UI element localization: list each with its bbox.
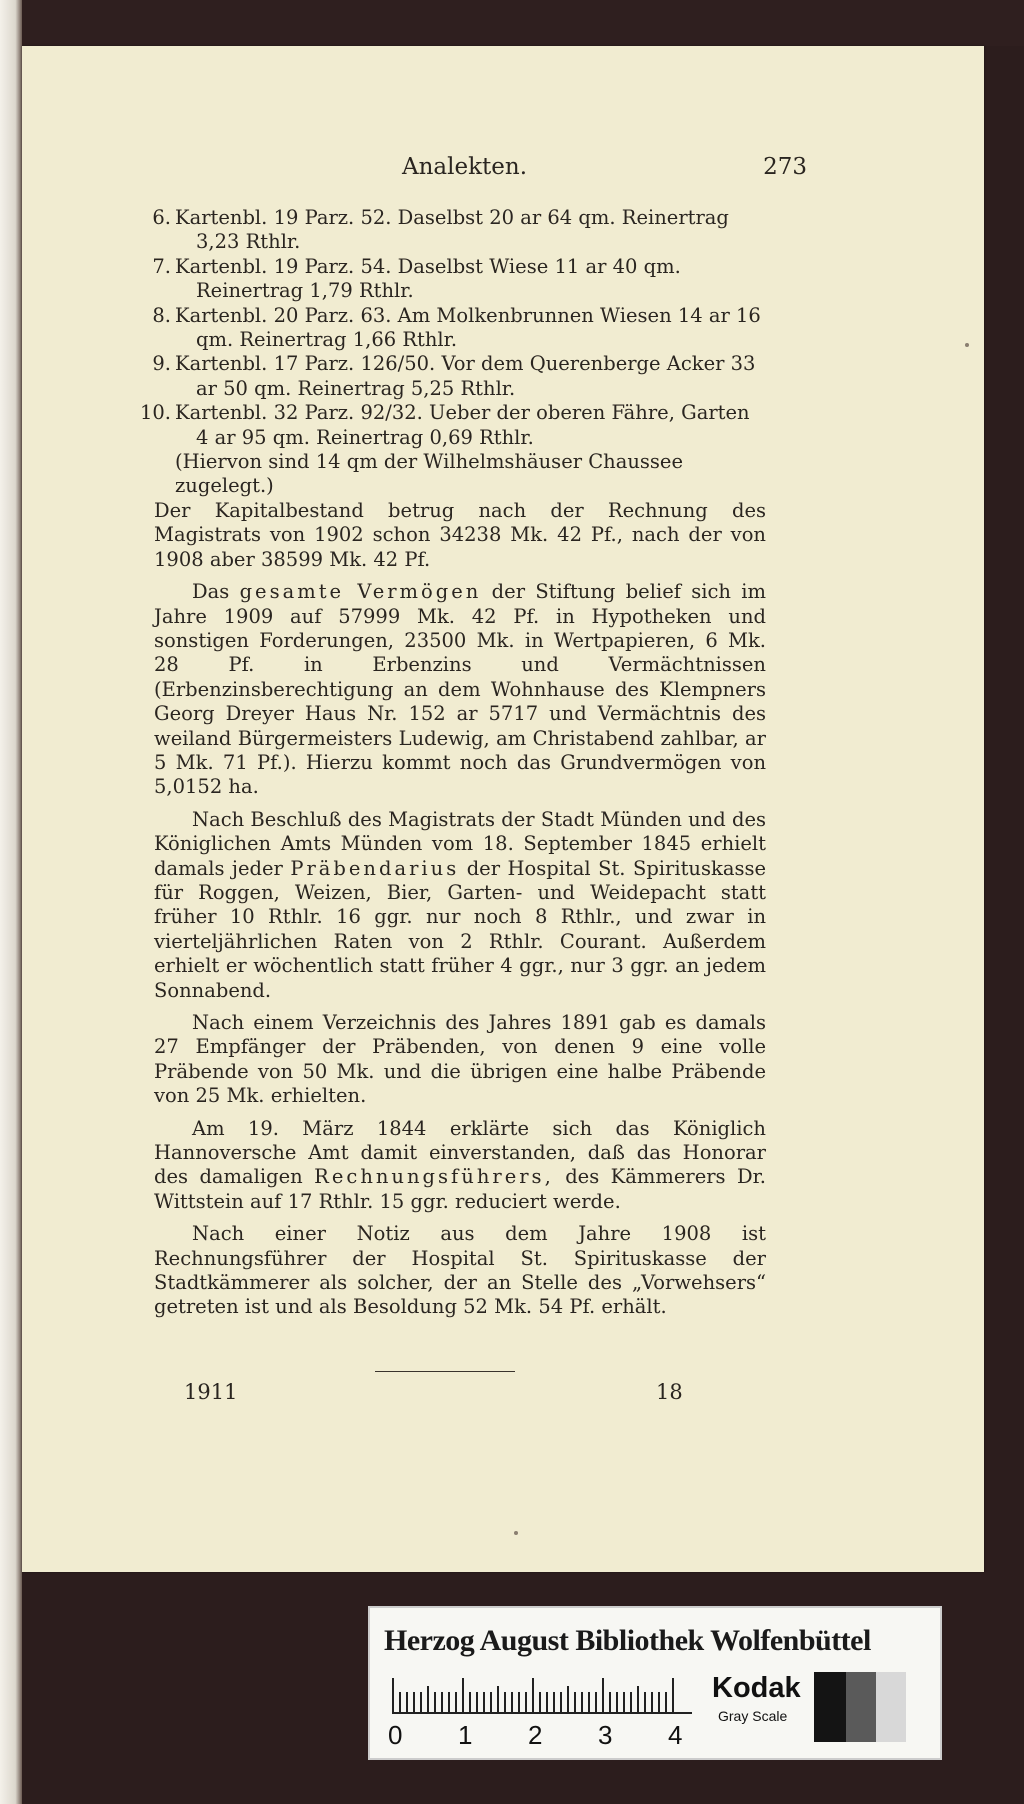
- list-item-number: 6.: [152, 206, 171, 229]
- ruler-tick: [406, 1692, 408, 1712]
- emphasized-text: Rechnungsführers,: [314, 1165, 554, 1189]
- ruler-tick: [504, 1692, 506, 1712]
- list-item: [154, 304, 766, 353]
- gray-patch-light: [876, 1672, 906, 1742]
- paragraph-register: Nach einem Verzeichnis des Jahres 1891 gab es damals 27 Empfänger der Präbenden, von denen 9 eine volle Präbende von 50 Mk. und die übrigen eine halbe Präbende von 25 Mk. erhielten.: [154, 1011, 766, 1108]
- color-target-card: [368, 1606, 942, 1760]
- ruler-tick: [532, 1678, 534, 1712]
- ruler-tick: [420, 1692, 422, 1712]
- gray-patch-dark: [846, 1672, 876, 1742]
- ruler-tick: [644, 1692, 646, 1712]
- ruler-tick: [518, 1692, 520, 1712]
- ruler-tick: [623, 1692, 625, 1712]
- ruler-label: 3: [598, 1720, 613, 1750]
- ruler-tick: [427, 1686, 429, 1712]
- list-item-number: 8.: [152, 303, 171, 327]
- text-run: Das: [192, 580, 230, 604]
- ruler-tick: [497, 1686, 499, 1712]
- ruler-tick: [602, 1678, 604, 1712]
- ruler-label: 1: [458, 1720, 473, 1750]
- ruler-tick: [616, 1692, 618, 1712]
- ruler-tick: [476, 1692, 478, 1712]
- scan-top-border: [0, 0, 1024, 46]
- parcel-note: (Hiervon sind 14 qm der Wilhelmshäuser Chaussee zugelegt.): [175, 450, 684, 498]
- page-number: 273: [763, 154, 807, 180]
- list-item-text: Kartenbl. 17 Parz. 126/50. Vor dem Querenberge Acker 33 ar 50 qm. Reinertrag 5,25 Rthlr.: [175, 352, 756, 400]
- ruler-tick: [574, 1692, 576, 1712]
- ruler-tick: [672, 1678, 674, 1712]
- running-title: Analekten.: [402, 154, 528, 180]
- ruler-tick: [448, 1692, 450, 1712]
- list-item-number: 7.: [152, 254, 171, 278]
- ruler-tick: [462, 1678, 464, 1712]
- paragraph-capital: Der Kapitalbestand betrug nach der Rechnung des Magistrats von 1902 schon 34238 Mk. 42 Pf., nach der von 1908 aber 38599 Mk. 42 Pf.: [154, 498, 766, 571]
- ruler-tick: [665, 1692, 667, 1712]
- paragraph-honorar: [154, 1117, 766, 1215]
- book-page: [22, 46, 984, 1572]
- ruler-tick: [651, 1692, 653, 1712]
- list-item-number: 9.: [152, 352, 171, 376]
- ruler-tick: [469, 1692, 471, 1712]
- ruler-tick: [637, 1686, 639, 1712]
- ruler-tick: [399, 1692, 401, 1712]
- text-run: Nach Beschluß des Magistrats der Stadt Münden und des Königlichen Amts Münden vom 18. September 1845 erhielt damals jeder: [154, 807, 766, 880]
- ruler-tick: [455, 1692, 457, 1712]
- list-item-text: Kartenbl. 19 Parz. 52. Daselbst 20 ar 64 qm. Reinertrag 3,23 Rthlr.: [175, 206, 729, 254]
- ruler-tick: [539, 1692, 541, 1712]
- ruler-tick: [511, 1692, 513, 1712]
- ruler-tick: [588, 1692, 590, 1712]
- emphasized-text: Präbendarius: [290, 856, 460, 880]
- ruler-tick: [434, 1692, 436, 1712]
- parcel-list: [139, 206, 766, 450]
- emphasized-text: gesamte Vermögen: [239, 580, 482, 604]
- ruler-label: 4: [668, 1720, 683, 1750]
- ruler-tick: [658, 1692, 660, 1712]
- ruler-tick: [546, 1692, 548, 1712]
- ruler-label: 2: [528, 1720, 543, 1750]
- list-item-text: Kartenbl. 19 Parz. 54. Daselbst Wiese 11 ar 40 qm. Reinertrag 1,79 Rthlr.: [175, 254, 681, 303]
- ruler-tick: [490, 1692, 492, 1712]
- kodak-logo: Kodak: [712, 1672, 801, 1704]
- list-item: [154, 255, 766, 304]
- ruler-tick: [441, 1692, 443, 1712]
- ruler-tick: [392, 1678, 394, 1712]
- gray-patch-black: [814, 1672, 846, 1742]
- ruler-tick: [525, 1692, 527, 1712]
- paragraph-resolution: [154, 808, 766, 1003]
- list-item-number: 10.: [139, 401, 171, 425]
- footer-rule: [375, 1371, 515, 1372]
- text-run: der Stiftung belief sich im Jahre 1909 auf 57999 Mk. 42 Pf. in Hypotheken und sonstigen Forderungen, 23500 Mk. in Wertpapieren, 6 Mk. 28 Pf. in Erbenzins und Vermächtnissen (Erbenzinsberechtigung an dem Wohnhause des Klempners Georg Dreyer Haus Nr. 152 ar 5717 und Vermächtnis des weiland Bürgermeisters Ludewig, am Christabend zahlbar, ar 5 Mk. 71 Pf.). Hierzu kommt noch das Grundvermögen von 5,0152 ha.: [154, 580, 766, 799]
- scan-left-edge: [0, 0, 22, 1804]
- paragraph-assets: [154, 580, 766, 800]
- gray-scale-label: Gray Scale: [718, 1708, 788, 1724]
- list-item-text: Kartenbl. 32 Parz. 92/32. Ueber der oberen Fähre, Garten 4 ar 95 qm. Reinertrag 0,69 Rthlr.: [175, 401, 750, 449]
- signature-mark: 18: [656, 1380, 683, 1404]
- ruler-tick: [483, 1692, 485, 1712]
- running-header: [382, 154, 807, 190]
- ruler-tick: [567, 1686, 569, 1712]
- ruler-label: 0: [388, 1720, 403, 1750]
- text-run: Am 19. März 1844 erklärte sich das Königlich Hannoversche Amt damit einverstanden, daß das Honorar des damaligen: [154, 1116, 766, 1189]
- ruler-tick: [609, 1692, 611, 1712]
- speck: [514, 1531, 518, 1535]
- ruler-tick: [630, 1692, 632, 1712]
- ruler-tick: [553, 1692, 555, 1712]
- ruler-tick: [560, 1692, 562, 1712]
- scale-ruler: [392, 1676, 692, 1714]
- list-item-text: Kartenbl. 20 Parz. 63. Am Molkenbrunnen Wiesen 14 ar 16 qm. Reinertrag 1,66 Rthlr.: [175, 303, 761, 352]
- ruler-tick: [595, 1692, 597, 1712]
- text-run: des Kämmerers Dr. Wittstein auf 17 Rthlr. 15 ggr. reduciert werde.: [154, 1165, 766, 1213]
- list-item: [154, 352, 766, 401]
- speck: [965, 343, 969, 347]
- text-run: der Hospital St. Spirituskasse für Roggen, Weizen, Bier, Garten- und Weidepacht statt früher 10 Rthlr. 16 ggr. nur noch 8 Rthlr., und zwar in vierteljährlichen Raten von 2 Rthlr. Courant. Außerdem erhielt er wöchentlich statt früher 4 ggr., nur 3 ggr. an jedem Sonnabend.: [154, 856, 766, 1002]
- paragraph-notiz: Nach einer Notiz aus dem Jahre 1908 ist Rechnungsführer der Hospital St. Spirituskasse der Stadtkämmerer als solcher, der an Stelle des „Vorwehsers“ getreten ist und als Besoldung 52 Mk. 54 Pf. erhält.: [154, 1222, 766, 1319]
- ruler-tick: [581, 1692, 583, 1712]
- list-item: [139, 401, 766, 450]
- ruler-tick: [413, 1692, 415, 1712]
- footer-year: 1911: [184, 1380, 238, 1404]
- page-body: [139, 206, 766, 1320]
- list-item: [154, 206, 766, 255]
- library-label: Herzog August Bibliothek Wolfenbüttel: [384, 1624, 871, 1657]
